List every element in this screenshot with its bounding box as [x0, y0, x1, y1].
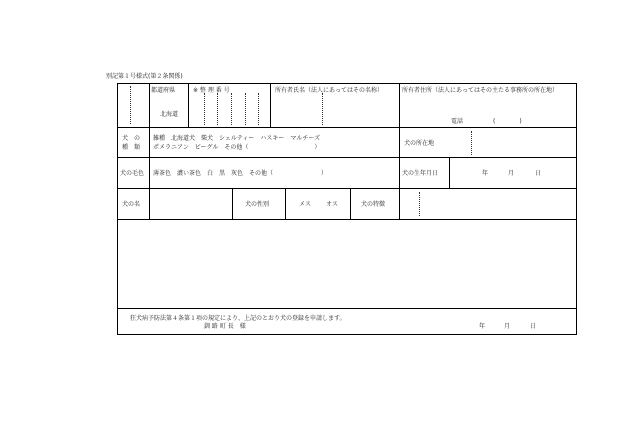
date-year: 年	[479, 323, 486, 330]
row-divider	[117, 219, 577, 220]
dog-features-label: 犬の特徴	[361, 201, 386, 208]
dotted-divider	[130, 86, 131, 124]
breed-options-line-1: 雑種 北海道犬 柴犬 シェルティー ハスキー マルチーズ	[153, 135, 321, 142]
col-divider	[285, 188, 286, 219]
col-divider	[399, 83, 400, 188]
col-divider	[399, 188, 400, 219]
reg-number-label: ※ 整 理 番 号	[193, 87, 230, 94]
row-divider	[117, 127, 577, 128]
date-month: 月	[504, 323, 511, 330]
row-divider	[117, 308, 577, 309]
sex-option-female: メス	[299, 201, 312, 208]
phone-parens: ( )	[493, 118, 522, 125]
col-divider	[149, 127, 150, 219]
birthdate-day: 日	[535, 170, 542, 177]
col-divider	[149, 83, 150, 127]
dotted-divider	[419, 192, 420, 216]
col-divider	[232, 188, 233, 219]
dotted-divider	[204, 93, 205, 125]
breed-label-bottom: 種 類	[122, 144, 141, 151]
dog-sex-label: 犬の性別	[245, 201, 270, 208]
col-divider	[350, 188, 351, 219]
col-divider	[188, 83, 189, 127]
dotted-divider	[471, 131, 472, 155]
col-divider	[449, 157, 450, 188]
breed-options-line-2: ポメラニアン ビーグル その他（ ）	[153, 144, 321, 151]
date-day: 日	[530, 323, 537, 330]
breed-label-top: 犬 の	[122, 135, 141, 142]
form-header-label: 別記第１号様式(第２条関係)	[106, 73, 183, 80]
dotted-divider	[245, 93, 246, 125]
prefecture-label: 都道府県	[151, 87, 176, 94]
birthdate-label: 犬の生年月日	[402, 170, 439, 177]
owner-address-label: 所有者住所（法人にあってはその主たる事務所の所在地）	[402, 87, 558, 94]
dotted-divider	[231, 93, 232, 125]
dotted-divider	[322, 93, 323, 125]
owner-name-label: 所有者氏名（法人にあってはその名称）	[275, 87, 383, 94]
dotted-divider	[217, 93, 218, 125]
dog-name-label: 犬の名	[122, 201, 141, 208]
dotted-divider	[258, 93, 259, 125]
col-divider	[270, 83, 271, 127]
coat-color-label: 犬の毛色	[120, 170, 145, 177]
dog-location-label: 犬の所在地	[404, 140, 435, 147]
phone-label: 電話	[451, 118, 464, 125]
coat-color-options: 薄茶色 濃い茶色 白 黒 灰色 その他（ ）	[153, 170, 328, 177]
row-divider	[117, 157, 577, 158]
addressee: 釧 路 町 長 様	[204, 323, 246, 330]
sex-option-male: オス	[326, 201, 338, 208]
row-divider	[117, 188, 577, 189]
declaration-text: 狂犬病予防法第４条第１項の規定により、上記のとおり犬の登録を申請します。	[130, 315, 346, 322]
prefecture-value: 北海道	[160, 111, 179, 118]
birthdate-month: 月	[508, 170, 515, 177]
birthdate-year: 年	[482, 170, 489, 177]
